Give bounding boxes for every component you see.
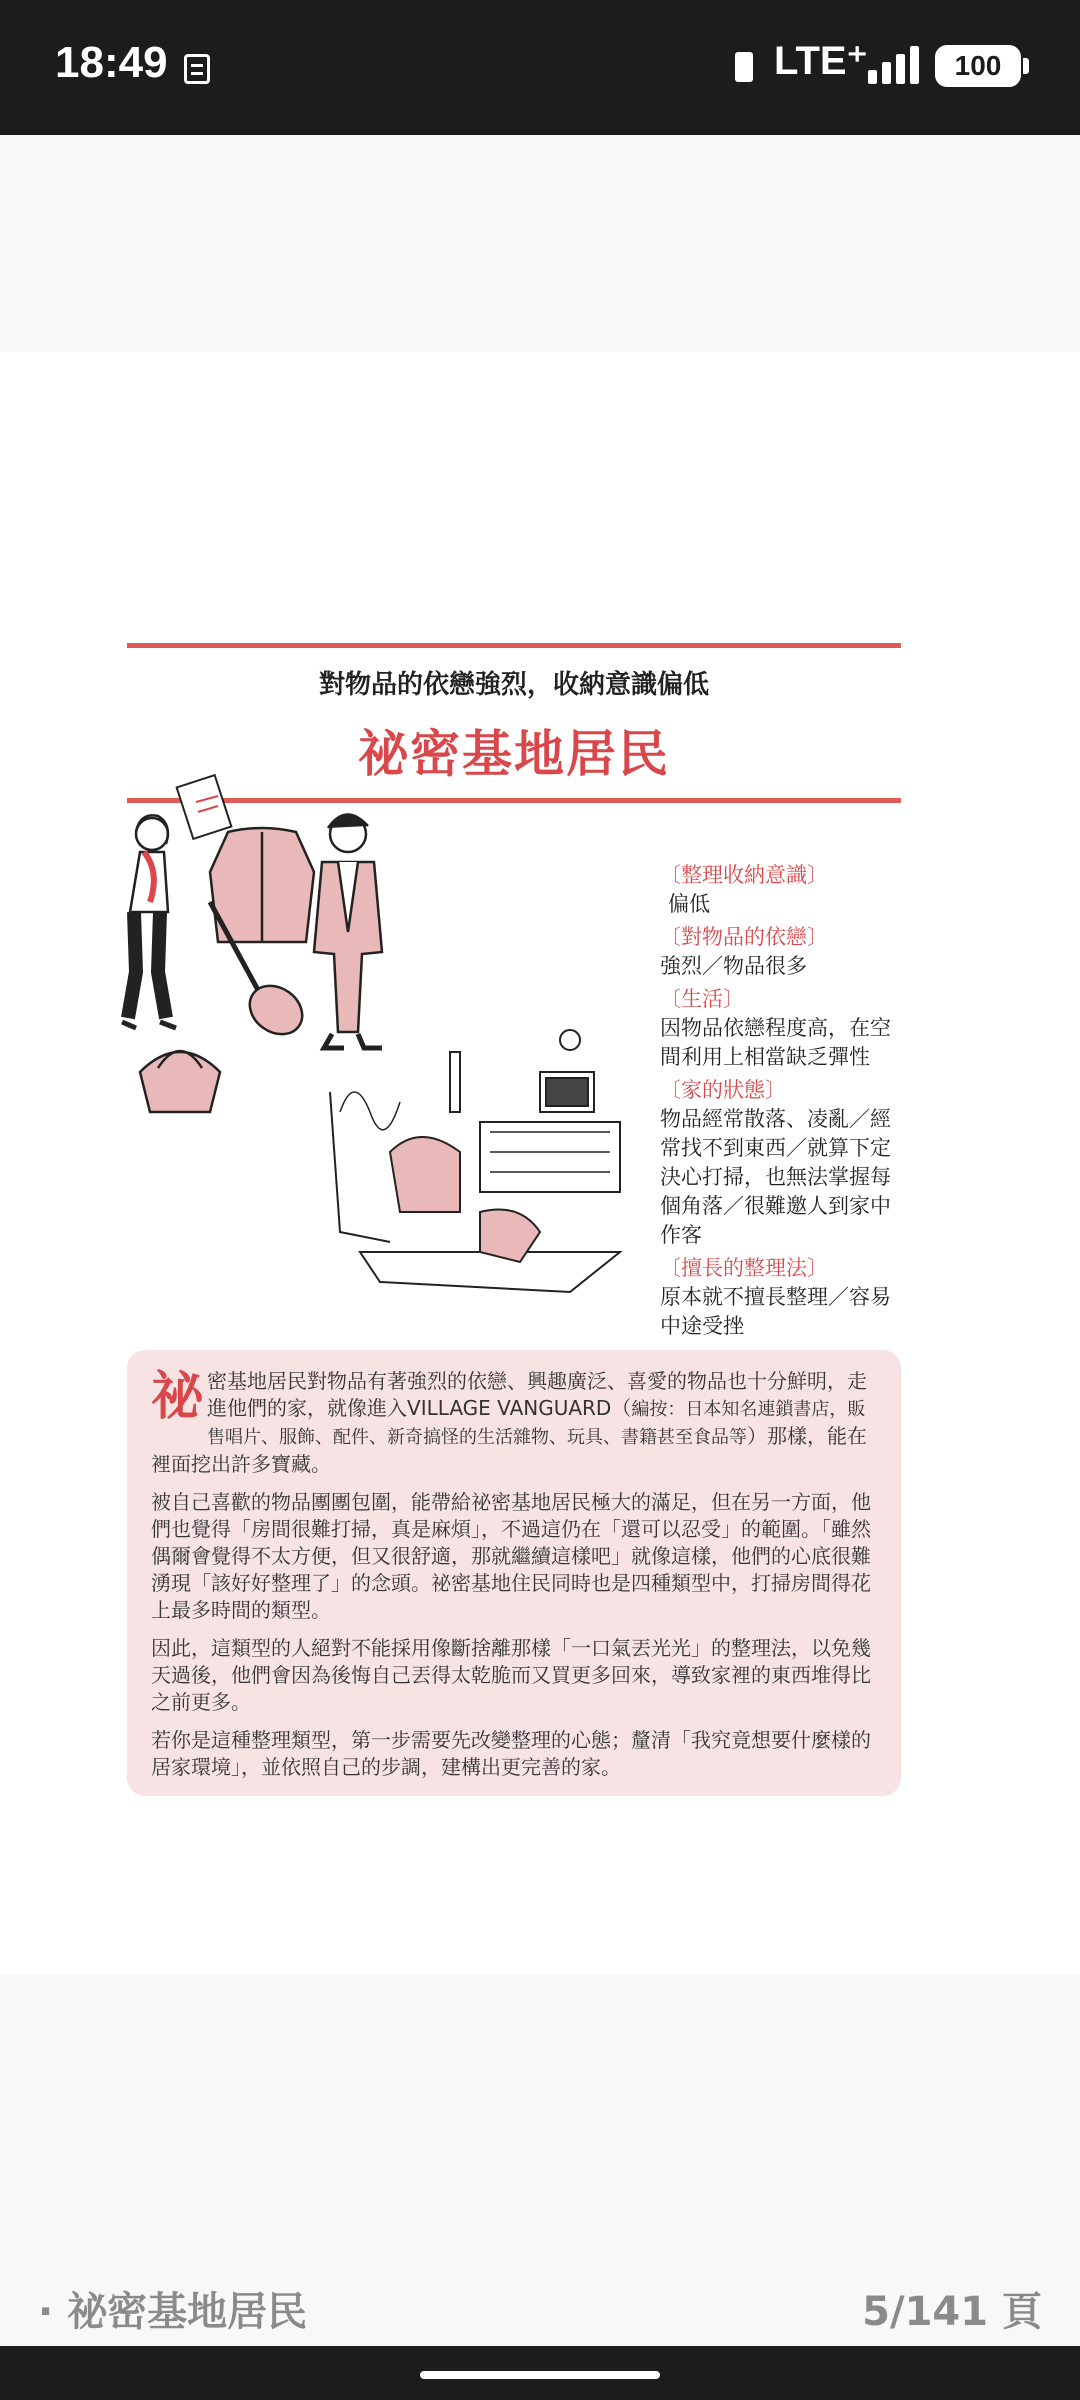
battery-tip bbox=[1023, 58, 1029, 74]
page-indicator[interactable]: 5/141 頁 bbox=[862, 2289, 1042, 2335]
page-title: 祕密基地居民 bbox=[358, 725, 670, 783]
man-figure bbox=[314, 814, 382, 1048]
editor-note: 編按：日本知名連鎖書店，販售唱片、服飾、配件、新奇搞怪的生活雜物、玩具、書籍甚至食品等 bbox=[207, 1399, 866, 1448]
network-type: LTE⁺ bbox=[774, 39, 868, 83]
room-scene bbox=[330, 1030, 620, 1292]
info-value: 偏低 bbox=[668, 892, 710, 916]
paragraph-2: 被自己喜歡的物品團團包圍，能帶給祕密基地居民極大的滿足，但在另一方面，他們也覺得「房間很難打掃，真是麻煩」，不過這仍在「還可以忍受」的範圍。「雖然偶爾會覺得不太方便，但又很舒適，那就繼續這樣吧」就像這樣，他們的心底很難湧現「該好好整理了」的念頭。祕密基地住民同時也是四種類型中，打掃房間得花上最多時間的類型。 bbox=[151, 1490, 871, 1622]
jacket bbox=[210, 828, 314, 942]
drop-cap: 祕 bbox=[151, 1367, 204, 1427]
top-rule bbox=[127, 643, 901, 648]
info-label: 〔對物品的依戀〕 bbox=[660, 925, 828, 949]
status-time: 18:49 bbox=[55, 38, 168, 87]
paragraph-4: 若你是這種整理類型，第一步需要先改變整理的心態；釐清「我究竟想要什麼樣的居家環境」，並依照自己的步調，建構出更完善的家。 bbox=[151, 1728, 871, 1779]
vibrate-icon bbox=[735, 52, 753, 82]
info-sidebar bbox=[660, 857, 910, 1341]
handbag bbox=[140, 1051, 220, 1112]
info-value: 強烈／物品很多 bbox=[660, 954, 807, 978]
battery-icon: 100 bbox=[935, 45, 1021, 87]
woman-figure bbox=[122, 815, 176, 1028]
info-label: 〔生活〕 bbox=[660, 987, 744, 1011]
info-value: 物品經常散落、凌亂／經常找不到東西／就算下定決心打掃，也無法掌握每個角落／很難邀人到家中作客 bbox=[660, 1107, 891, 1247]
status-bar bbox=[0, 0, 1080, 135]
paragraph-1-text: 密基地居民對物品有著強烈的依戀、興趣廣泛、喜愛的物品也十分鮮明，走進他們的家，就像進入VILLAGE VANGUARD（ bbox=[207, 1369, 868, 1420]
paragraph-3: 因此，這類型的人絕對不能採用像斷捨離那樣「一口氣丟光光」的整理法，以免幾天過後，他們會因為後悔自己丟得太乾脆而又買更多回來，導致家裡的東西堆得比之前更多。 bbox=[151, 1636, 871, 1714]
magazine bbox=[177, 775, 232, 839]
chapter-title[interactable]: · 祕密基地居民 bbox=[38, 2289, 308, 2335]
page-subtitle: 對物品的依戀強烈，收納意識偏低 bbox=[318, 670, 709, 700]
info-value: 原本就不擅長整理／容易中途受挫 bbox=[660, 1285, 891, 1338]
paragraph-1-end: ）那樣，能在裡面挖出許多寶藏。 bbox=[151, 1424, 868, 1476]
info-label: 〔家的狀態〕 bbox=[660, 1078, 786, 1102]
info-value: 因物品依戀程度高，在空間利用上相當缺乏彈性 bbox=[660, 1016, 891, 1069]
info-label: 〔整理收納意識〕 bbox=[660, 863, 828, 887]
document-icon bbox=[184, 54, 210, 84]
info-label: 〔擅長的整理法〕 bbox=[660, 1256, 828, 1280]
illustration bbox=[100, 772, 660, 1312]
book-page[interactable] bbox=[0, 352, 1080, 1974]
body-text-box bbox=[127, 1350, 901, 1796]
signal-icon bbox=[868, 44, 920, 84]
home-indicator[interactable] bbox=[420, 2371, 660, 2379]
paragraph-1 bbox=[151, 1368, 877, 1478]
